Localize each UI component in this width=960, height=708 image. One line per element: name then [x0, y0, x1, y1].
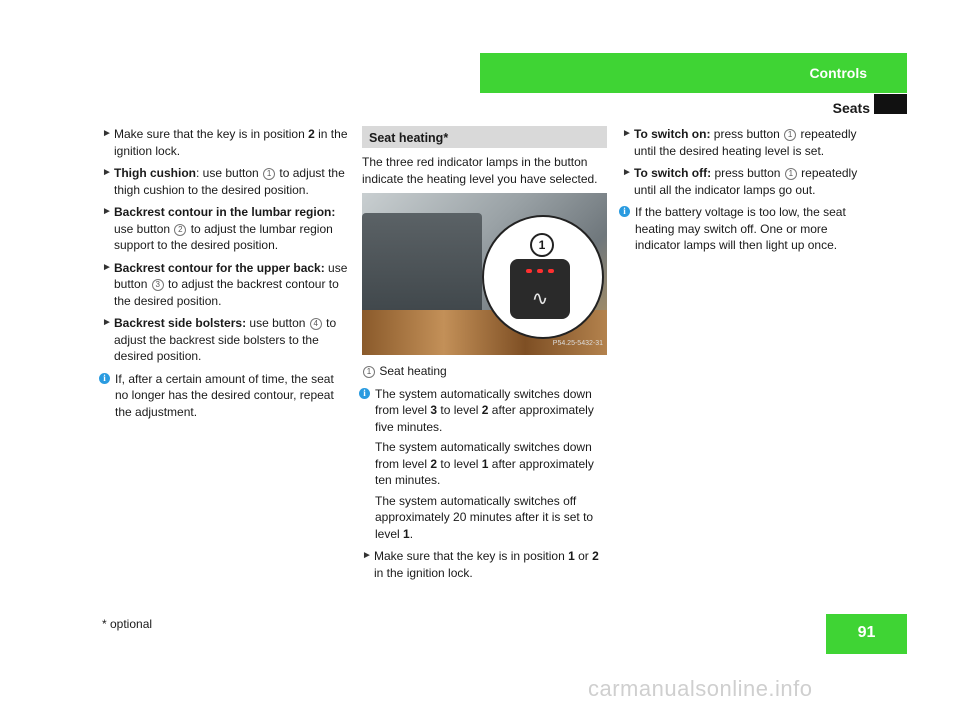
list-item: ► To switch off: press button 1 repeatedly until all the indicator lamps go out. — [622, 166, 858, 197]
button-number-icon: 4 — [310, 318, 322, 330]
button-number-icon: 2 — [174, 224, 186, 236]
button-number-icon: 1 — [784, 129, 796, 141]
list-item: ► Backrest side bolsters: use button 4 to adjust the backrest side bolsters to the desired position. — [102, 316, 337, 363]
button-number-icon: 1 — [363, 366, 375, 378]
arrow-bullet-icon: ► — [362, 550, 372, 561]
list-item: ► To switch on: press button 1 repeatedly until the desired heating level is set. — [622, 127, 857, 158]
watermark: carmanualsonline.info — [588, 676, 813, 701]
list-item: ► Backrest contour in the lumbar region: use button 2 to adjust the lumbar region support to the desired position. — [102, 205, 336, 252]
info-icon: i — [359, 388, 370, 399]
list-item: ► Thigh cushion: use button 1 to adjust the thigh cushion to the desired position. — [102, 166, 345, 197]
info-note: i If the battery voltage is too low, the seat heating may switch off. One or more indicator lamps will then light up once. — [622, 204, 872, 254]
button-number-icon: 1 — [263, 168, 275, 180]
heated-seat-icon: ∿ — [531, 288, 549, 310]
photo-caption: 1 Seat heating — [362, 363, 607, 380]
arrow-bullet-icon: ► — [622, 167, 632, 178]
section-title: Controls — [809, 65, 867, 81]
intro-paragraph: The three red indicator lamps in the button indicate the heating level you have selected. — [362, 155, 598, 186]
arrow-bullet-icon: ► — [102, 206, 112, 217]
arrow-bullet-icon: ► — [622, 128, 632, 139]
indicator-lamp-icon — [548, 269, 554, 273]
seat-heating-photo — [362, 193, 607, 355]
list-item: ► Backrest contour for the upper back: use button 3 to adjust the backrest contour to the desired position. — [102, 260, 348, 308]
info-icon: i — [619, 206, 630, 217]
column-middle — [362, 126, 607, 587]
info-note: i The system automatically switches down from level 3 to level 2 after approximately five minutes. The system automatically switches down from level 2 to level 1 after approximately ten minutes. The system automatically switches off approximately 20 minutes after it is set to level 1. — [362, 386, 607, 543]
photo-code: P54.25-5432-31 — [552, 339, 603, 347]
section-header-bar — [480, 53, 907, 93]
callout-number-icon: 1 — [530, 233, 554, 257]
list-item: ► Make sure that the key is in position 1 or 2 in the ignition lock. — [362, 549, 599, 580]
button-number-icon: 1 — [785, 168, 797, 180]
page-number: 91 — [857, 624, 876, 641]
arrow-bullet-icon: ► — [102, 167, 112, 178]
footnote: * optional — [102, 617, 153, 631]
seat-heating-heading: Seat heating* — [362, 126, 607, 148]
arrow-bullet-icon: ► — [102, 128, 112, 139]
indicator-lamp-icon — [526, 269, 532, 273]
column-right — [622, 126, 872, 260]
arrow-bullet-icon: ► — [102, 261, 112, 273]
button-number-icon: 3 — [152, 279, 164, 291]
arrow-bullet-icon: ► — [102, 317, 112, 328]
indicator-lamp-icon — [537, 269, 543, 273]
list-item: ► Make sure that the key is in position 2 in the ignition lock. — [102, 127, 348, 158]
section-marker-block — [874, 94, 907, 114]
subsection-title: Seats — [832, 100, 870, 116]
info-note: i If, after a certain amount of time, the seat no longer has the desired contour, repeat the adjustment. — [102, 371, 350, 421]
info-icon: i — [99, 373, 110, 384]
column-left — [102, 126, 350, 426]
page-number-box — [826, 614, 907, 654]
